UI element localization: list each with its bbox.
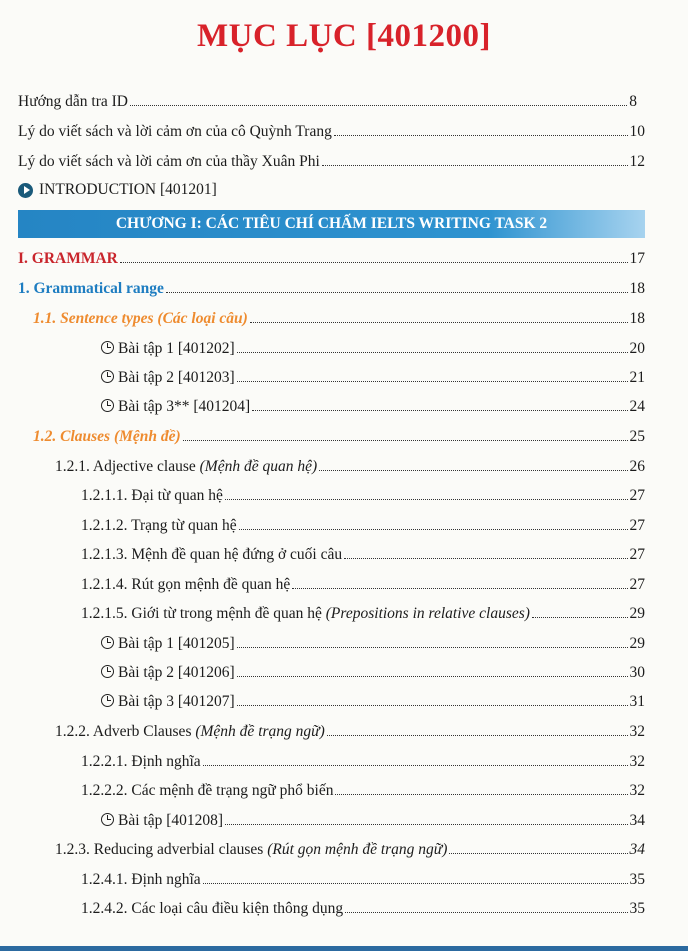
toc-entry-page: 32 xyxy=(629,753,645,770)
leader-dots xyxy=(237,705,628,706)
toc-entry-page: 20 xyxy=(629,340,645,357)
clock-icon xyxy=(101,694,114,707)
toc-entry-title: I. GRAMMAR xyxy=(18,250,118,267)
toc-entry-page: 34 xyxy=(629,812,645,829)
toc-entry-title: Bài tập 1 [401202] xyxy=(101,339,235,359)
toc-entry-guide[interactable] xyxy=(18,92,637,112)
toc-entry-clauses[interactable] xyxy=(33,427,645,447)
toc-entry-page: 18 xyxy=(629,310,645,327)
clock-icon xyxy=(101,665,114,678)
toc-entry-exercise[interactable] xyxy=(101,811,645,831)
toc-entry-title: INTRODUCTION [401201] xyxy=(39,181,217,198)
leader-dots xyxy=(292,588,627,589)
toc-entry-title: 1.2.1.2. Trạng từ quan hệ xyxy=(81,517,237,534)
toc-entry-title: Bài tập 3 [401207] xyxy=(101,692,235,712)
clock-icon xyxy=(101,813,114,826)
toc-entry-page: 30 xyxy=(629,664,645,681)
toc-entry-title: Bài tập 1 [401205] xyxy=(101,634,235,654)
toc-entry-page: 29 xyxy=(629,635,645,652)
toc-entry-subsection[interactable] xyxy=(81,486,645,506)
bottom-rule xyxy=(0,946,688,951)
leader-dots xyxy=(239,529,628,530)
toc-entry-exercise[interactable] xyxy=(101,339,645,359)
toc-entry-title: Bài tập 2 [401203] xyxy=(101,368,235,388)
toc-entry-page: 18 xyxy=(629,280,645,297)
toc-entry-title: 1.2.1.1. Đại từ quan hệ xyxy=(81,487,223,504)
toc-entry-title: 1.2.4.1. Định nghĩa xyxy=(81,871,201,888)
leader-dots xyxy=(344,558,627,559)
clock-icon xyxy=(101,636,114,649)
toc-entry-page: 12 xyxy=(629,153,645,170)
toc-entry-thanks-phi[interactable] xyxy=(18,152,645,172)
toc-entry-page: 17 xyxy=(629,250,645,267)
clock-icon xyxy=(101,399,114,412)
toc-entry-page: 8 xyxy=(629,93,637,110)
page-title: MỤC LỤC [401200] xyxy=(197,18,491,54)
toc-entry-sentence-types[interactable] xyxy=(33,309,645,329)
leader-dots xyxy=(120,262,628,263)
toc-entry-page: 35 xyxy=(629,871,645,888)
toc-entry-adverb-clauses[interactable] xyxy=(55,722,645,742)
chapter-heading-bar xyxy=(18,210,645,238)
toc-entry-exercise[interactable] xyxy=(101,634,645,654)
toc-entry-title: Hướng dẫn tra ID xyxy=(18,93,128,110)
leader-dots xyxy=(203,883,628,884)
toc-entry-title: 1.2.4.2. Các loại câu điều kiện thông dụng xyxy=(81,900,344,917)
leader-dots xyxy=(322,165,628,166)
toc-entry-title: 1. Grammatical range xyxy=(18,280,164,297)
toc-entry-page: 27 xyxy=(629,487,645,504)
leader-dots xyxy=(237,381,628,382)
toc-entry-page: 10 xyxy=(629,123,645,140)
toc-entry-subsection[interactable] xyxy=(81,545,645,565)
toc-entry-grammatical-range[interactable] xyxy=(18,279,645,299)
toc-entry-page: 29 xyxy=(629,605,645,622)
toc-entry-title: Bài tập 3** [401204] xyxy=(101,397,250,417)
leader-dots xyxy=(250,322,628,323)
leader-dots xyxy=(203,765,628,766)
toc-entry-exercise[interactable] xyxy=(101,397,645,417)
toc-entry-page: 21 xyxy=(629,369,645,386)
toc-entry-exercise[interactable] xyxy=(101,663,645,683)
toc-entry-title: Bài tập 2 [401206] xyxy=(101,663,235,683)
leader-dots xyxy=(237,352,628,353)
chapter-heading: CHƯƠNG I: CÁC TIÊU CHÍ CHẤM IELTS WRITING TASK 2 xyxy=(115,215,548,232)
toc-entry-page: 25 xyxy=(629,428,645,445)
toc-entry-subsection[interactable] xyxy=(81,752,645,772)
leader-dots xyxy=(237,676,628,677)
leader-dots xyxy=(449,853,627,854)
toc-entry-page: 31 xyxy=(629,693,645,710)
leader-dots xyxy=(319,470,627,471)
toc-entry-page: 27 xyxy=(629,517,645,534)
toc-entry-page: 27 xyxy=(629,546,645,563)
toc-entry-thanks-trang[interactable] xyxy=(18,122,645,142)
toc-entry-title: 1.2.2.2. Các mệnh đề trạng ngữ phổ biến xyxy=(81,782,334,799)
clock-icon xyxy=(101,370,114,383)
clock-icon xyxy=(101,341,114,354)
leader-dots xyxy=(334,135,628,136)
toc-entry-title: Lý do viết sách và lời cảm ơn của thầy Xuân Phi xyxy=(18,153,320,170)
leader-dots xyxy=(166,292,628,293)
leader-dots xyxy=(183,440,628,441)
toc-entry-title: 1.2. Clauses (Mệnh đề) xyxy=(33,428,181,445)
toc-entry-subsection[interactable] xyxy=(81,575,645,595)
toc-entry-page: 35 xyxy=(629,900,645,917)
toc-entry-exercise[interactable] xyxy=(101,368,645,388)
toc-entry-page: 27 xyxy=(629,576,645,593)
toc-entry-reducing-adverbial[interactable] xyxy=(55,840,645,860)
leader-dots xyxy=(237,647,628,648)
toc-entry-title: Lý do viết sách và lời cảm ơn của cô Quỳnh Trang xyxy=(18,123,332,140)
toc-entry-subsection[interactable] xyxy=(81,604,645,624)
toc-entry-page: 32 xyxy=(629,723,645,740)
toc-entry-subsection[interactable] xyxy=(81,870,645,890)
leader-dots xyxy=(225,499,628,500)
leader-dots xyxy=(130,105,627,106)
toc-entry-title: 1.2.3. Reducing adverbial clauses (Rút gọn mệnh đề trạng ngữ) xyxy=(55,841,448,858)
play-circle-icon xyxy=(18,183,33,198)
toc-entry-title: 1.2.2.1. Định nghĩa xyxy=(81,753,201,770)
toc-entry-subsection[interactable] xyxy=(81,516,645,536)
toc-entry-title: 1.1. Sentence types (Các loại câu) xyxy=(33,310,248,327)
toc-entry-page: 34 xyxy=(629,841,645,858)
toc-entry-page: 32 xyxy=(629,782,645,799)
leader-dots xyxy=(252,410,627,411)
toc-entry-title: 1.2.1.5. Giới từ trong mệnh đề quan hệ (Prepositions in relative clauses) xyxy=(81,605,530,622)
toc-entry-exercise[interactable] xyxy=(101,692,645,712)
leader-dots xyxy=(345,912,627,913)
toc-entry-subsection[interactable] xyxy=(81,781,645,801)
toc-entry-grammar[interactable] xyxy=(18,249,645,269)
toc-entry-page: 26 xyxy=(629,458,645,475)
leader-dots xyxy=(225,824,627,825)
leader-dots xyxy=(532,617,628,618)
toc-entry-subsection[interactable] xyxy=(81,899,645,919)
toc-entry-title: 1.2.2. Adverb Clauses (Mệnh đề trạng ngữ) xyxy=(55,723,325,740)
leader-dots xyxy=(335,794,627,795)
toc-entry-title: 1.2.1.4. Rút gọn mệnh đề quan hệ xyxy=(81,576,291,593)
toc-entry-title: Bài tập [401208] xyxy=(101,811,223,831)
leader-dots xyxy=(327,735,628,736)
toc-entry-title: 1.2.1. Adjective clause (Mệnh đề quan hệ) xyxy=(55,458,318,475)
toc-entry-page: 24 xyxy=(629,398,645,415)
toc-entry-title: 1.2.1.3. Mệnh đề quan hệ đứng ở cuối câu xyxy=(81,546,343,563)
toc-entry-introduction[interactable] xyxy=(18,181,217,199)
toc-entry-adjective-clause[interactable] xyxy=(55,457,645,477)
